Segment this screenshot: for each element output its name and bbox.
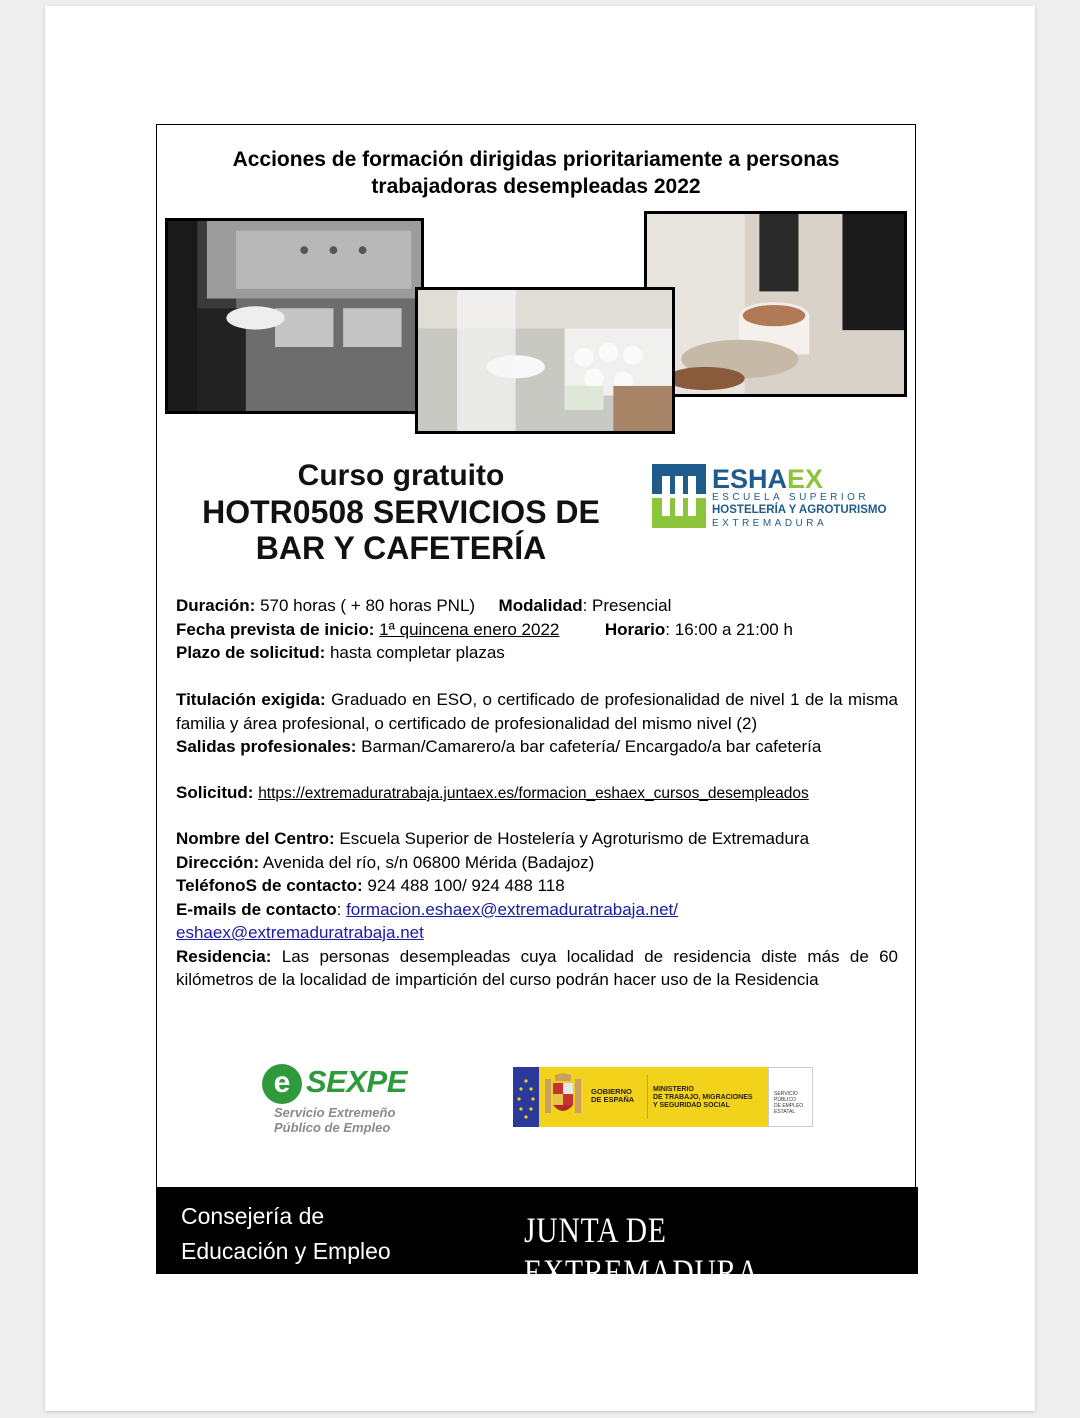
telefonos-label: TeléfonoS de contacto:	[176, 876, 363, 895]
junta-extremadura-wordmark: JUNTA DE EXTREMADURA	[524, 1210, 760, 1292]
fecha-value: 1ª quincena enero 2022	[379, 619, 560, 639]
direccion-row	[176, 851, 898, 875]
application-row	[176, 781, 898, 806]
email-link-1[interactable]: formacion.eshaex@extremaduratrabaja.net/	[346, 899, 678, 919]
footer-bar	[156, 1187, 918, 1292]
start-date-row	[176, 618, 898, 642]
salidas-label: Salidas profesionales:	[176, 737, 357, 756]
duracion-value: 570 horas ( + 80 horas PNL)	[260, 596, 476, 615]
telefonos-row	[176, 874, 898, 898]
course-title-line-3: BAR Y CAFETERÍA	[255, 530, 547, 566]
centro-value: Escuela Superior de Hostelería y Agroturismo de Extremadura	[334, 829, 810, 848]
centro-label: Nombre del Centro:	[176, 829, 335, 848]
course-details	[176, 594, 898, 665]
emails-row-2	[176, 921, 898, 945]
duration-row	[176, 594, 898, 618]
deadline-row	[176, 641, 898, 665]
plazo-label: Plazo de solicitud:	[176, 643, 326, 662]
eshaex-logo	[652, 464, 902, 532]
residencia-label: Residencia:	[176, 946, 272, 966]
salidas-row	[176, 735, 898, 759]
horario-value: : 16:00 a 21:00 h	[665, 619, 793, 639]
coat-of-arms-icon	[543, 1073, 583, 1121]
direccion-value: Avenida del río, s/n 06800 Mérida (Badajoz)	[259, 852, 595, 872]
duracion-label: Duración:	[176, 596, 256, 615]
titulacion-value: Graduado en ESO, o certificado de profesionalidad de nivel 1 de la misma familia y área profesional, o certificado de profesionalidad del mismo nivel (2)	[176, 690, 898, 733]
eshaex-name-b: EX	[787, 464, 824, 494]
headline	[176, 146, 896, 200]
emails-label: E-mails de contacto	[176, 899, 337, 919]
consejeria-line-2: Educación y Empleo	[181, 1238, 391, 1264]
ministerio-text	[653, 1086, 753, 1110]
gobierno-text-2: DE ESPAÑA	[591, 1095, 635, 1104]
headline-line-2: trabajadoras desempleadas 2022	[371, 175, 701, 198]
horario-label: Horario	[604, 619, 666, 639]
ministerio-text-3: Y SEGURIDAD SOCIAL	[653, 1102, 730, 1109]
contact-details	[176, 827, 898, 992]
sepe-text-2: DE EMPLEO ESTATAL	[774, 1103, 804, 1115]
gobierno-text	[591, 1088, 634, 1104]
course-title	[170, 458, 632, 566]
consejeria-text	[181, 1199, 391, 1269]
titulacion-row	[176, 688, 898, 735]
eshaex-sub-1: ESCUELA SUPERIOR	[712, 492, 870, 503]
eshaex-name-a: ESHA	[712, 464, 788, 494]
eshaex-mark-icon	[652, 464, 706, 528]
email-link-2[interactable]: eshaex@extremaduratrabaja.net	[176, 923, 424, 942]
sexpe-sub-1: Servicio Extremeño	[274, 1105, 396, 1120]
emails-sep: :	[336, 899, 347, 919]
centro-row	[176, 827, 898, 851]
cups-tray-photo	[415, 287, 675, 434]
eshaex-sub-3: EXTREMADURA	[712, 518, 828, 529]
gobierno-text-1: GOBIERNO	[591, 1087, 632, 1096]
ministerio-text-1: MINISTERIO	[653, 1086, 694, 1093]
requirements	[176, 688, 898, 759]
plazo-value: hasta completar plazas	[325, 643, 505, 662]
eu-flag-icon	[513, 1067, 539, 1127]
latte-art-photo	[644, 211, 907, 397]
residencia-row	[176, 945, 898, 992]
sexpe-logo	[262, 1062, 412, 1142]
sepe-text	[774, 1091, 812, 1115]
sexpe-e-icon: e	[262, 1064, 302, 1104]
headline-line-1: Acciones de formación dirigidas prioritariamente a personas	[232, 148, 840, 171]
fecha-label: Fecha prevista de inicio:	[176, 619, 375, 639]
eshaex-sub-2: HOSTELERÍA Y AGROTURISMO	[712, 504, 887, 516]
titulacion-label: Titulación exigida:	[176, 690, 326, 709]
sepe-box	[768, 1067, 813, 1127]
salidas-value: Barman/Camarero/a bar cafetería/ Encargado/a bar cafetería	[356, 737, 822, 756]
residencia-value: Las personas desempleadas cuya localidad de residencia diste más de 60 kilómetros de la localidad de impartición del curso podrán hacer uso de la Residencia	[176, 946, 898, 989]
modalidad-label: Modalidad	[498, 596, 583, 615]
sexpe-sub-2: Público de Empleo	[274, 1120, 391, 1135]
course-title-line-2: HOTR0508 SERVICIOS DE	[202, 494, 600, 530]
sepe-text-1: SERVICIO PÚBLICO	[774, 1091, 798, 1103]
direccion-label: Dirección:	[176, 852, 260, 872]
ministerio-text-2: DE TRABAJO, MIGRACIONES	[653, 1094, 753, 1101]
emails-row	[176, 898, 898, 922]
gobierno-separator	[647, 1075, 648, 1119]
solicitud-link[interactable]: https://extremaduratrabaja.juntaex.es/formacion_eshaex_cursos_desempleados	[258, 785, 809, 802]
espresso-machine-photo	[165, 218, 424, 414]
course-title-line-1: Curso gratuito	[297, 459, 505, 492]
sexpe-word: SEXPE	[306, 1064, 407, 1099]
telefonos-value: 924 488 100/ 924 488 118	[362, 876, 565, 895]
consejeria-line-1: Consejería de	[181, 1203, 325, 1229]
eshaex-name	[712, 464, 823, 495]
gobierno-espana-logo	[513, 1067, 813, 1127]
solicitud-label: Solicitud:	[176, 783, 254, 802]
modalidad-value: : Presencial	[582, 596, 672, 615]
